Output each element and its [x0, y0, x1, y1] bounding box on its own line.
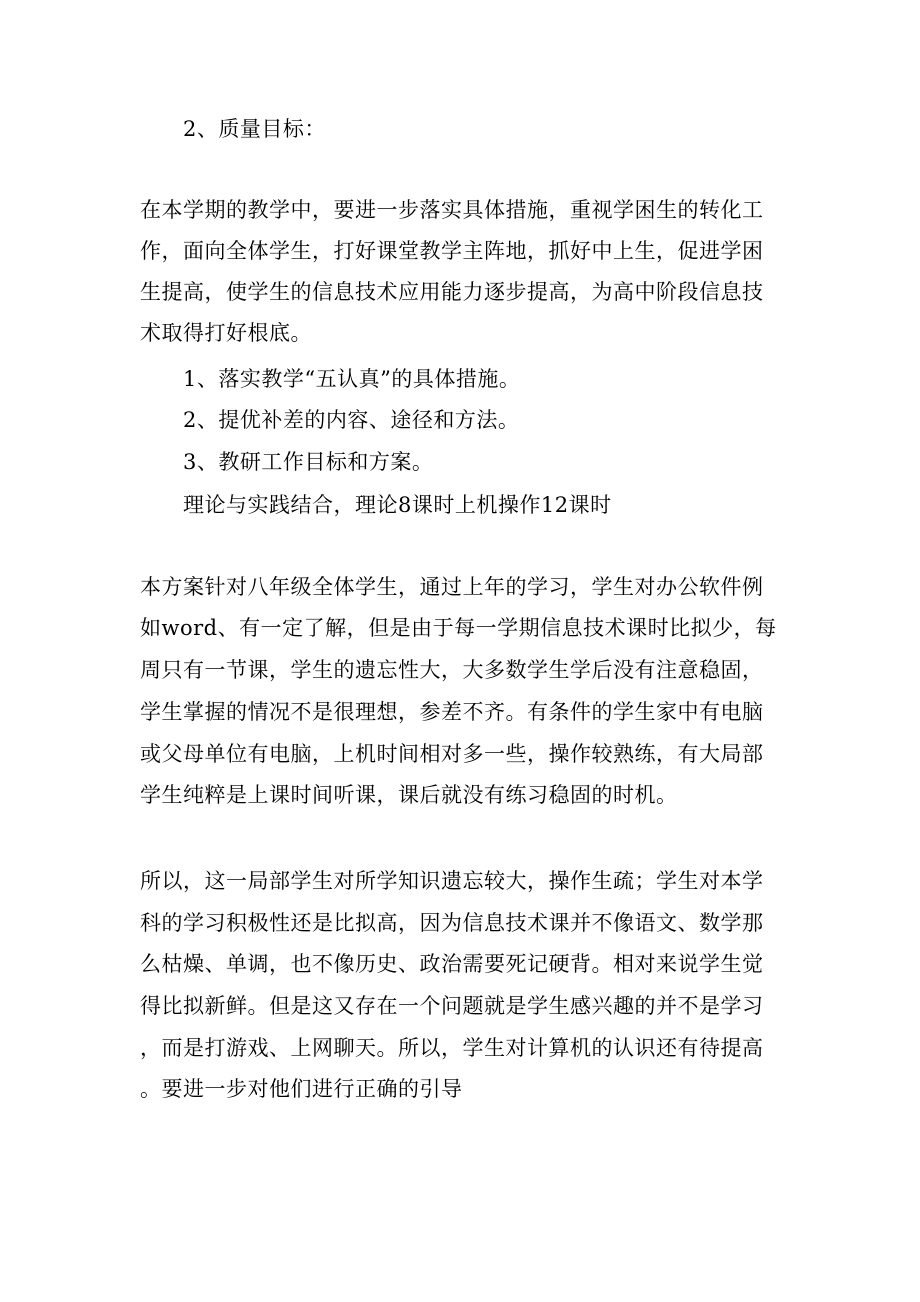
paragraph-2-line: 或父母单位有电脑，上机时间相对多一些，操作较熟练，有大局部: [140, 742, 764, 766]
paragraph-1-line: 生提高，使学生的信息技术应用能力逐步提高，为高中阶段信息技: [140, 280, 764, 304]
list-item: 2、提优补差的内容、途径和方法。: [183, 408, 520, 432]
paragraph-3-line: ，而是打游戏、上网聊天。所以，学生对计算机的认识还有待提高: [140, 1036, 764, 1060]
paragraph-1-line: 术取得打好根底。: [140, 321, 312, 345]
list-item: 3、教研工作目标和方案。: [183, 450, 434, 474]
paragraph-2-line: 学生掌握的情况不是很理想，参差不齐。有条件的学生家中有电脑: [140, 700, 764, 724]
paragraph-3-line: 科的学习积极性还是比拟高，因为信息技术课并不像语文、数学那: [140, 911, 764, 935]
paragraph-3-line: 么枯燥、单调，也不像历史、政治需要死记硬背。相对来说学生觉: [140, 952, 764, 976]
paragraph-2-line: 周只有一节课，学生的遗忘性大，大多数学生学后没有注意稳固，: [140, 658, 764, 682]
list-item: 1、落实教学“五认真”的具体措施。: [183, 367, 521, 391]
paragraph-1-line: 作，面向全体学生，打好课堂教学主阵地，抓好中上生，促进学困: [140, 239, 764, 263]
paragraph-2-line: 如word、有一定了解，但是由于每一学期信息技术课时比拟少，每: [140, 616, 777, 640]
section-heading: 2、质量目标：: [183, 117, 326, 141]
paragraph-2-line: 本方案针对八年级全体学生，通过上年的学习，学生对办公软件例: [140, 575, 764, 599]
paragraph-3-line: 得比拟新鲜。但是这又存在一个问题就是学生感兴趣的并不是学习: [140, 994, 764, 1018]
hours-line: 理论与实践结合，理论8课时上机操作12课时: [183, 493, 612, 517]
paragraph-3-line: 所以，这一局部学生对所学知识遗忘较大，操作生疏；学生对本学: [140, 869, 764, 893]
paragraph-3-line: 。要进一步对他们进行正确的引导: [140, 1077, 463, 1101]
paragraph-1-line: 在本学期的教学中，要进一步落实具体措施，重视学困生的转化工: [140, 198, 764, 222]
paragraph-2-line: 学生纯粹是上课时间听课，课后就没有练习稳固的时机。: [140, 783, 678, 807]
